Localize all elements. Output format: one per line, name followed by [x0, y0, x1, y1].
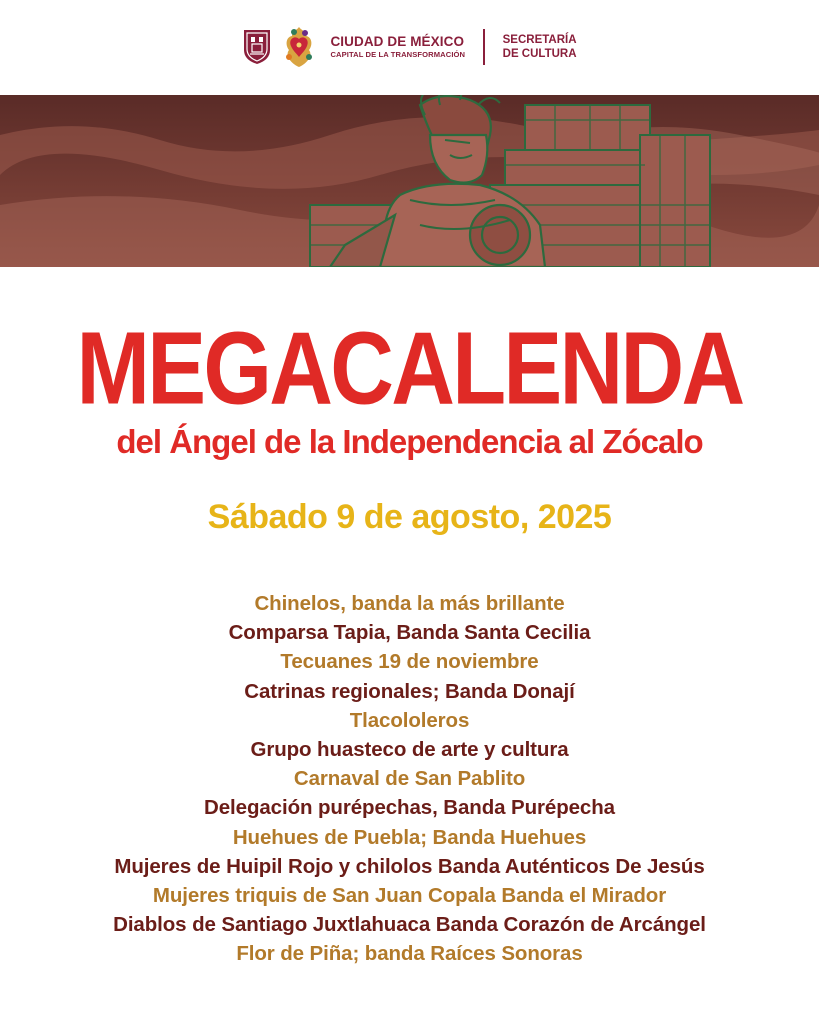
logo-divider — [483, 29, 485, 65]
lineup-item: Carnaval de San Pablito — [293, 767, 526, 791]
event-subtitle: del Ángel de la Independencia al Zócalo — [116, 423, 703, 460]
lineup-item: Flor de Piña; banda Raíces Sonoras — [236, 942, 583, 966]
secretaria-wordmark — [503, 33, 577, 61]
secretaria-line-1: SECRETARÍA — [502, 33, 577, 46]
hero-banner — [0, 95, 819, 267]
lineup-item: Mujeres de Huipil Rojo y chilolos Banda Auténticos De Jesús — [114, 854, 705, 878]
warrior-pyramid-illustration — [0, 95, 819, 267]
logo-group — [242, 23, 576, 71]
lineup-list — [0, 589, 819, 968]
lineup-item: Catrinas regionales; Banda Donají — [244, 679, 575, 703]
lineup-item: Mujeres triquis de San Juan Copala Banda el Mirador — [152, 883, 667, 907]
lineup-item: Delegación purépechas, Banda Purépecha — [204, 796, 615, 820]
lineup-item: Tlacololeros — [349, 708, 470, 732]
cdmx-wordmark — [330, 34, 465, 60]
city-tagline: CAPITAL DE LA TRANSFORMACIÓN — [330, 49, 466, 59]
lineup-item: Grupo huasteco de arte y cultura — [250, 737, 569, 761]
lineup-item: Tecuanes 19 de noviembre — [280, 650, 539, 674]
cdmx-shield-icon — [242, 28, 272, 66]
lineup-item: Huehues de Puebla; Banda Huehues — [232, 825, 587, 849]
event-title: MEGACALENDA — [76, 310, 743, 426]
header — [0, 0, 819, 95]
lineup-item: Chinelos, banda la más brillante — [254, 592, 565, 615]
secretaria-line-2: DE CULTURA — [502, 47, 577, 60]
lineup-item: Comparsa Tapia, Banda Santa Cecilia — [228, 621, 591, 645]
cdmx-heart-emblem-icon — [282, 23, 316, 71]
event-date: Sábado 9 de agosto, 2025 — [207, 498, 612, 536]
city-name: CIUDAD DE MÉXICO — [330, 33, 465, 49]
lineup-item: Diablos de Santiago Juxtlahuaca Banda Corazón de Arcángel — [113, 913, 706, 937]
